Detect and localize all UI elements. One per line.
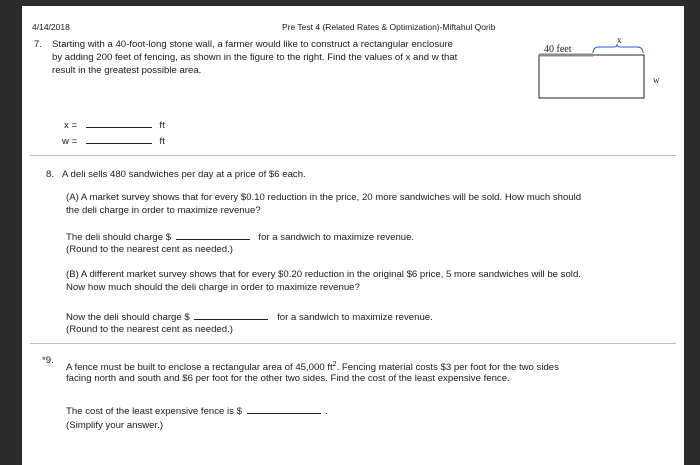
x-unit: ft	[159, 120, 165, 131]
header-date: 4/14/2018	[32, 22, 70, 32]
w-unit: ft	[159, 136, 165, 147]
q8a-answer-input[interactable]	[176, 230, 250, 240]
q9-answer-prefix: The cost of the least expensive fence is $	[66, 406, 242, 417]
q9-answer-row	[66, 404, 328, 418]
q8a-answer-prefix: The deli should charge $	[66, 232, 172, 243]
q9-answer-suffix: .	[325, 406, 329, 417]
q8b-round-note: (Round to the nearest cent as needed.)	[66, 324, 233, 335]
q8-number: 8.	[46, 169, 55, 180]
x-dimension-label: x	[617, 35, 622, 45]
worksheet-page	[22, 6, 684, 465]
x-answer-row	[64, 118, 165, 132]
q7-enclosure-diagram	[522, 32, 672, 104]
x-bracket	[593, 44, 643, 53]
q7-number: 7.	[34, 39, 43, 50]
q8b-text-line2: Now how much should the deli charge in order to maximize revenue?	[66, 282, 360, 293]
q7-text-line1: Starting with a 40-foot-long stone wall, a farmer would like to construct a rectangular enclosure	[52, 39, 454, 50]
q8a-text-line1: (A) A market survey shows that for every $0.10 reduction in the price, 20 more sandwiches will be sold. How much should	[66, 192, 582, 203]
q8b-text-line1: (B) A different market survey shows that for every $0.20 reduction in the original $6 price, 5 more sandwiches will be sold.	[66, 269, 581, 280]
header-title: Pre Test 4 (Related Rates & Optimization)-Miftahul Qorib	[282, 22, 496, 32]
x-label: x =	[64, 120, 78, 131]
q9-text-line2: facing north and south and $6 per foot for the other two sides. Find the cost of the least expensive fence.	[66, 373, 510, 384]
q8b-answer-input[interactable]	[194, 310, 268, 320]
q8-intro: A deli sells 480 sandwiches per day at a price of $6 each.	[62, 169, 306, 180]
q8a-round-note: (Round to the nearest cent as needed.)	[66, 244, 233, 255]
w-answer-row	[62, 134, 165, 148]
q9-simplify-note: (Simplify your answer.)	[66, 420, 164, 431]
q9-text-line1-pre: A fence must be built to enclose a rectangular area of 45,000 ft	[66, 362, 333, 374]
q8a-text-line2: the deli charge in order to maximize revenue?	[66, 205, 261, 216]
w-answer-input[interactable]	[86, 134, 152, 144]
q9-text-line1-post: . Fencing material costs $3 per foot for the two sides	[336, 362, 559, 374]
divider	[30, 343, 676, 344]
q8b-answer-row	[66, 310, 433, 324]
w-label: w =	[62, 136, 78, 147]
q9-answer-input[interactable]	[247, 404, 321, 414]
q8a-answer-row	[66, 230, 414, 244]
enclosure-rectangle	[539, 55, 644, 98]
divider	[30, 155, 676, 156]
x-answer-input[interactable]	[86, 118, 152, 128]
q9-superscript: 2	[332, 361, 337, 368]
q8b-answer-suffix: for a sandwich to maximize revenue.	[277, 312, 433, 323]
q7-text-line2: by adding 200 feet of fencing, as shown in the figure to the right. Find the values of x and w that	[52, 52, 458, 63]
q7-text-line3: result in the greatest possible area.	[52, 65, 202, 76]
w-dimension-label: w	[653, 75, 660, 85]
wall-length-label: 40 feet	[544, 44, 572, 55]
q8a-answer-suffix: for a sandwich to maximize revenue.	[258, 232, 415, 243]
q8b-answer-prefix: Now the deli should charge $	[66, 312, 190, 323]
q9-number: *9.	[42, 355, 54, 366]
